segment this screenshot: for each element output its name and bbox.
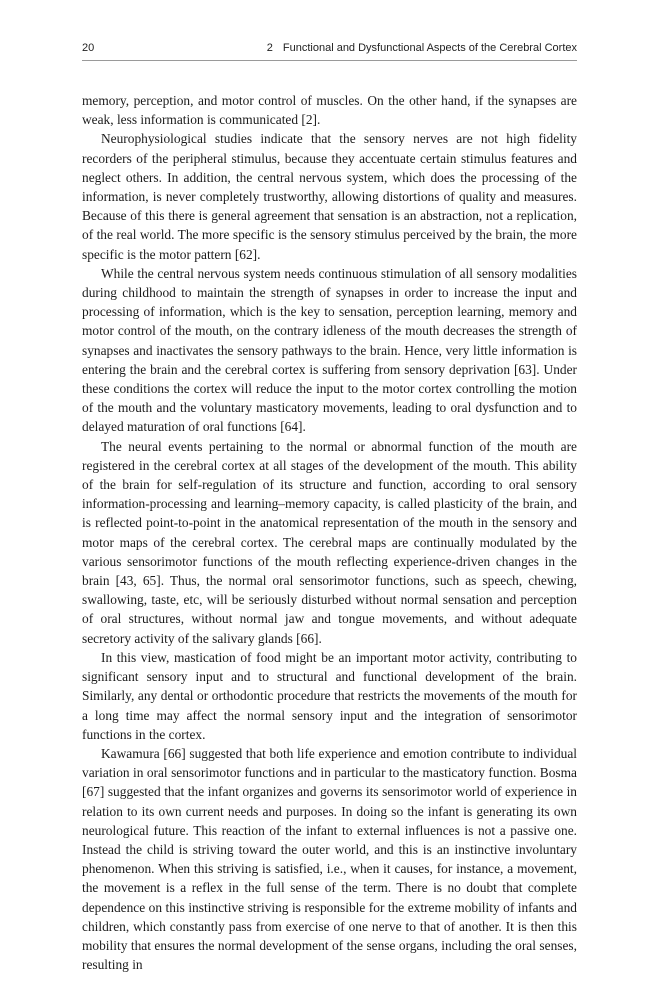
chapter-number: 2 [266,42,273,54]
paragraph-2: Neurophysiological studies indicate that the sensory nerves are not high fidelity recorders of the peripheral stimulus, because they accentuate certain stimulus features and neglect others. In addition, the central nervous system, which does the processing of the information, is never completely trustworthy, allowing distortions of quality and measures. Because of this there is general agreement that sensation is an abstraction, not a replication, of the real world. The more specific is the sensory stimulus perceived by the brain, the more specific is the motor pattern [62]. [82,131,577,262]
chapter-title: Functional and Dysfunctional Aspects of the Cerebral Cortex [282,42,577,54]
chapter-heading [267,40,577,56]
header-rule [82,60,577,61]
body-text [82,91,577,974]
paragraph-3: While the central nervous system needs continuous stimulation of all sensory modalities during childhood to maintain the strength of synapses in order to increase the input and processing of information, which is the key to sensation, perception learning, memory and motor control of the mouth, on the contrary idleness of the mouth decreases the strength of synapses and inactivates the sensory pathways to the brain. Hence, very little information is entering the brain and the cerebral cortex is suffering from sensory deprivation [63]. Under these conditions the cortex will reduce the input to the motor cortex controlling the motion of the mouth and the voluntary masticatory movements, leading to oral dysfunction and to delayed maturation of oral functions [64]. [82,265,577,435]
paragraph-5: In this view, mastication of food might be an important motor activity, contributing to significant sensory input and to structural and functional development of the brain. Similarly, any dental or orthodontic procedure that restricts the movements of the mouth for a long time may affect the normal sensory input and the integration of sensorimotor functions in the cortex. [82,649,577,742]
paragraph-1: memory, perception, and motor control of muscles. On the other hand, if the synapses are weak, less information is communicated [2]. [82,93,577,128]
page-number: 20 [82,42,95,54]
running-header [82,40,577,56]
paragraph-6: Kawamura [66] suggested that both life experience and emotion contribute to individual variation in oral sensorimotor functions and in particular to the masticatory function. Bosma [67] suggested that the infant organizes and governs its sensorimotor world of experience in relation to its own current needs and purposes. In doing so the infant is generating its own neurological future. This reaction of the infant to external influences is not a passive one. Instead the child is striving toward the outer world, and this is an instinctive involuntary phenomenon. When this striving is satisfied, i.e., when it causes, for instance, a movement, the movement is a reflex in the full sense of the term. There is no doubt that complete dependence on this instinctive striving is responsible for the extreme mobility of infants and children, which constantly pass from exercise of one nerve to that of another. It is then this mobility that ensures the normal development of the sense organs, including the oral senses, resulting in [82,745,577,973]
paragraph-4: The neural events pertaining to the normal or abnormal function of the mouth are registered in the cerebral cortex at all stages of the development of the mouth. This ability of the brain for self-regulation of its structure and function, according to oral sensory information-processing and learning–memory capacity, is called plasticity of the brain, and is reflected point-to-point in the anatomical representation of the mouth in the sensory and motor maps of the cerebral cortex. The cerebral maps are continually modulated by the various sensorimotor functions of the mouth reflecting experience-driven changes in the brain [43, 65]. Thus, the normal oral sensorimotor functions, such as speech, chewing, swallowing, taste, etc, will be seriously disturbed without normal sensation and perception of oral structures, without normal jaw and tongue movements, and without adequate secretory activity of the salivary glands [66]. [82,438,577,646]
